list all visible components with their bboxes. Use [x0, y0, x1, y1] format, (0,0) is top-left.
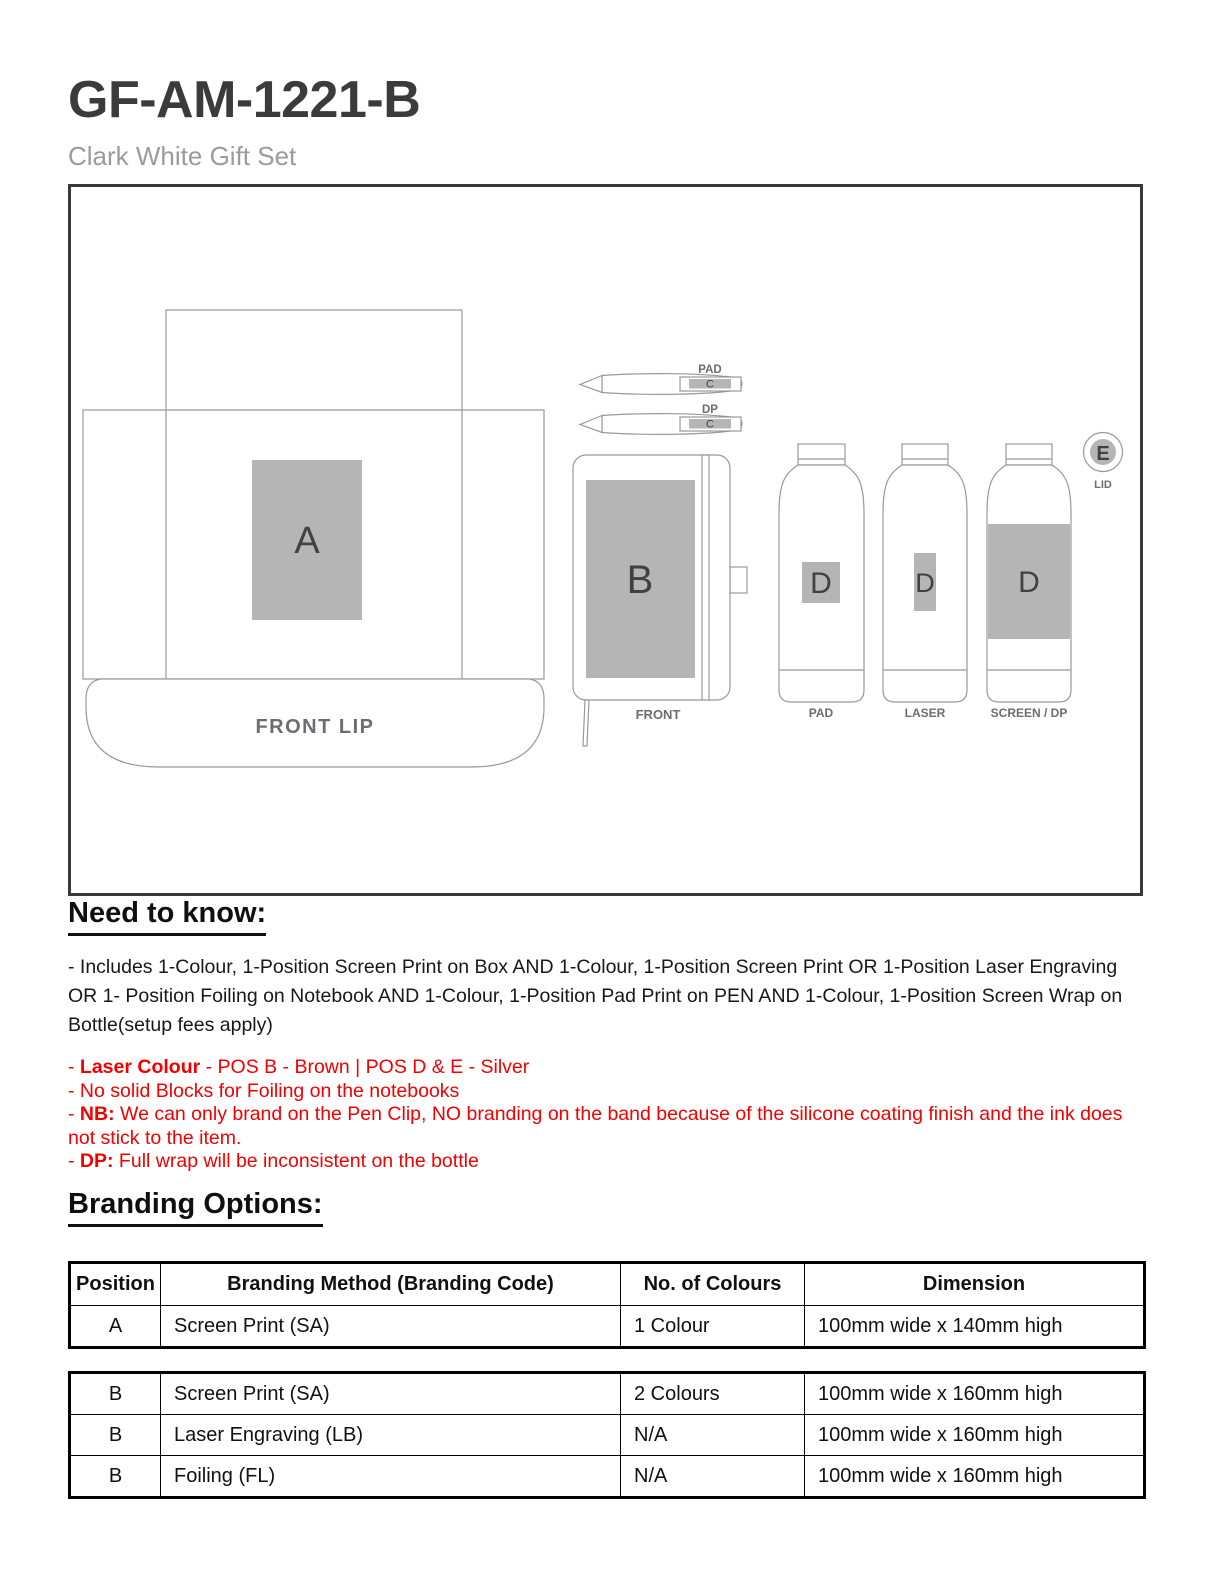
note-dp: [68, 1150, 1148, 1174]
table-header-row: [70, 1263, 1145, 1306]
bottle-cap: [1006, 444, 1052, 465]
cell-dimension: 100mm wide x 160mm high: [805, 1373, 1145, 1415]
cell-position: B: [70, 1373, 161, 1415]
pen-tip: [580, 376, 602, 393]
bottle-laser: [883, 444, 967, 720]
pen-dp-caption: DP: [702, 404, 718, 416]
table-row: [70, 1306, 1145, 1348]
pen-pad: [580, 364, 742, 394]
col-header-dimension: Dimension: [805, 1263, 1145, 1306]
note-bold: NB:: [79, 1103, 115, 1126]
front-lip-label: FRONT LIP: [255, 716, 375, 738]
bottle-pad: [779, 444, 864, 720]
notebook-elastic-band: [702, 455, 709, 700]
cell-position: B: [70, 1415, 161, 1456]
cell-method: Screen Print (SA): [161, 1306, 621, 1348]
note-text: No solid Blocks for Foiling on the notebooks: [79, 1079, 460, 1102]
cell-method: Foiling (FL): [161, 1456, 621, 1498]
bottle-screen-dp: [987, 444, 1071, 720]
pen-clip-print-label: C: [706, 418, 714, 431]
cell-method: Laser Engraving (LB): [161, 1415, 621, 1456]
note-lead: -: [68, 1103, 80, 1126]
notebook-ribbon: [583, 700, 589, 746]
bottle-laser-caption: LASER: [904, 706, 946, 720]
branding-options-heading: Branding Options:: [68, 1188, 323, 1227]
cell-colours: N/A: [621, 1415, 805, 1456]
pen-pad-caption: PAD: [698, 364, 722, 376]
cell-method: Screen Print (SA): [161, 1373, 621, 1415]
cell-dimension: 100mm wide x 140mm high: [805, 1306, 1145, 1348]
notebook: [573, 455, 747, 746]
need-to-know-heading: Need to know:: [68, 897, 266, 936]
note-bold: Laser Colour: [79, 1056, 201, 1078]
bottle-cap: [798, 444, 845, 465]
pen-dp: [580, 404, 742, 434]
bottle-cap: [902, 444, 948, 465]
product-diagram-frame: [68, 184, 1143, 896]
note-bold: DP:: [79, 1150, 114, 1173]
page-title: GF-AM-1221-B: [68, 71, 421, 129]
note-lead: -: [68, 1079, 80, 1102]
cell-colours: N/A: [621, 1456, 805, 1498]
lid-caption: LID: [1094, 479, 1112, 491]
notebook-side-tab: [730, 567, 747, 593]
note-text: We can only brand on the Pen Clip, NO branding on the band because of the silicone coating finish and the ink does not stick to the item.: [68, 1103, 1123, 1149]
bottle-print-area-label: D: [810, 567, 832, 600]
pen-clip-print-label: C: [706, 378, 714, 391]
gift-box-dieline: [83, 310, 544, 767]
pen-tip: [580, 416, 602, 433]
cell-dimension: 100mm wide x 160mm high: [805, 1456, 1145, 1498]
col-header-method: Branding Method (Branding Code): [161, 1263, 621, 1306]
note-text: Full wrap will be inconsistent on the bottle: [113, 1150, 479, 1173]
product-diagram: [71, 187, 1140, 893]
page-subtitle: Clark White Gift Set: [68, 141, 297, 171]
notebook-caption: FRONT: [635, 707, 681, 722]
col-header-colours: No. of Colours: [621, 1263, 805, 1306]
bottle-screen-dp-caption: SCREEN / DP: [990, 706, 1068, 720]
table-row: [70, 1373, 1145, 1415]
box-top-flap: [166, 310, 462, 410]
need-to-know-intro: - Includes 1-Colour, 1-Position Screen Print on Box AND 1-Colour, 1-Position Screen Print OR 1-Position Laser Engraving OR 1- Position Foiling on Notebook AND 1-Colour, 1-Position Pad Print on PEN AND 1-Colour, 1-Position Screen Wrap on Bottle(setup fees apply): [68, 956, 1123, 1036]
note-no-solid-blocks: [68, 1080, 1148, 1104]
bottle-print-area-label: D: [915, 568, 935, 598]
lid-label: E: [1096, 443, 1110, 465]
bottle-print-area-label: D: [1018, 566, 1040, 599]
table-row: [70, 1456, 1145, 1498]
col-header-position: Position: [70, 1263, 161, 1306]
cell-dimension: 100mm wide x 160mm high: [805, 1415, 1145, 1456]
note-laser-colour: [68, 1056, 1148, 1080]
branding-options-table-a: [68, 1261, 1146, 1349]
notebook-print-area-label: B: [626, 558, 654, 602]
cell-position: A: [70, 1306, 161, 1348]
bottle-lid-top-view: [1084, 433, 1123, 492]
need-to-know-notes: [68, 1056, 1148, 1174]
table-row: [70, 1415, 1145, 1456]
note-lead: -: [68, 1056, 80, 1078]
cell-colours: 1 Colour: [621, 1306, 805, 1348]
branding-options-table-b: [68, 1371, 1146, 1499]
note-lead: -: [68, 1150, 80, 1173]
note-nb: [68, 1103, 1148, 1150]
cell-position: B: [70, 1456, 161, 1498]
bottle-pad-caption: PAD: [808, 706, 834, 720]
cell-colours: 2 Colours: [621, 1373, 805, 1415]
box-print-area-label: A: [294, 520, 320, 562]
note-text: - POS B - Brown | POS D & E - Silver: [200, 1056, 530, 1078]
